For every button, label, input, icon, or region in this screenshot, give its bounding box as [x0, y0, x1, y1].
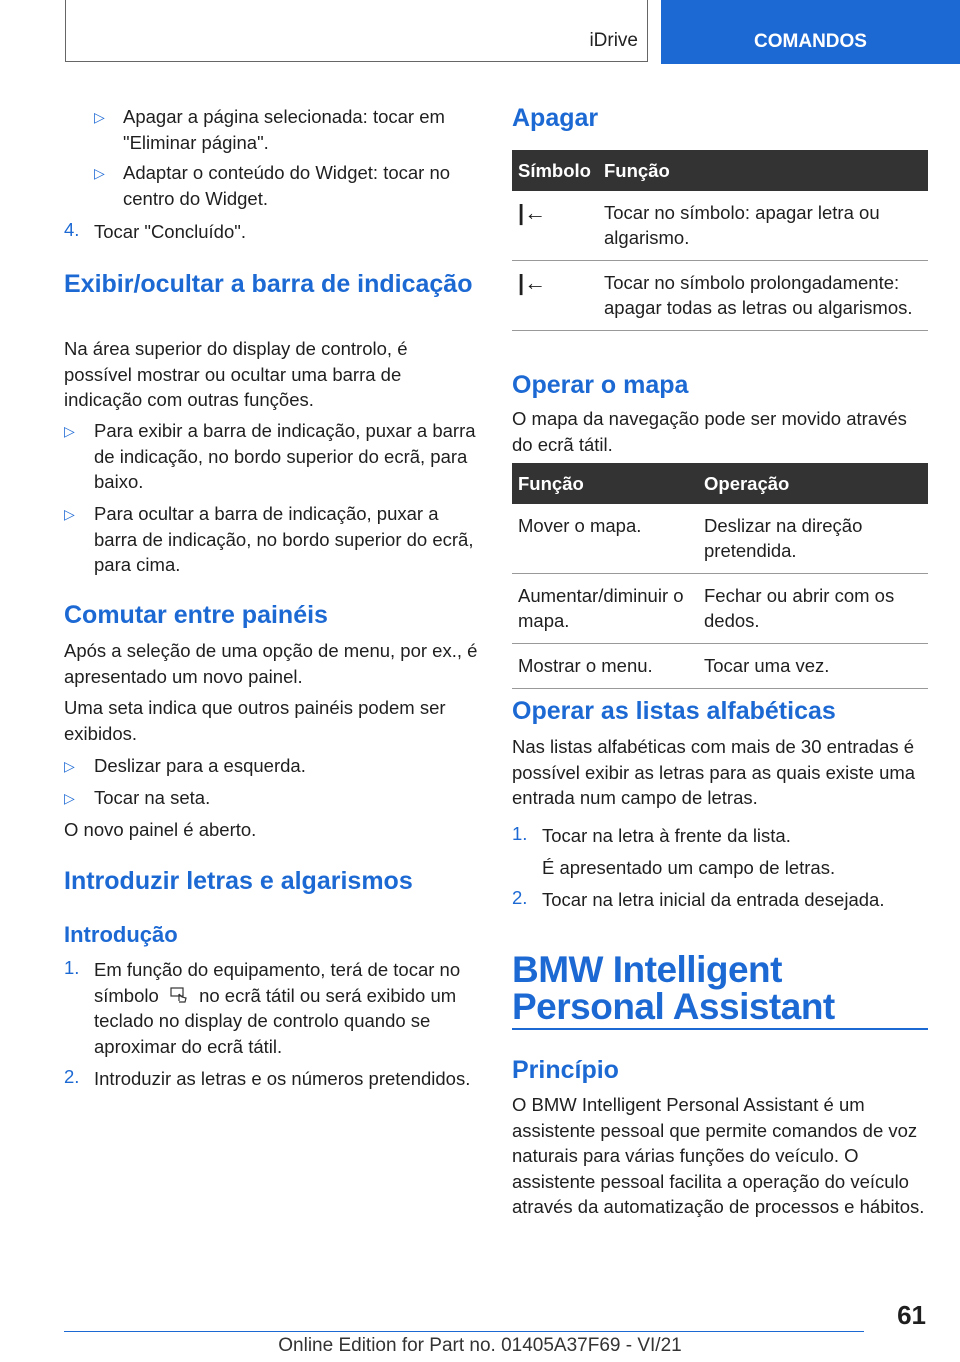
- table-header-cell: Função: [598, 150, 928, 191]
- delete-table: [512, 150, 928, 331]
- paragraph: O BMW Intelligent Personal Assistant é um assistente pessoal que permite comandos de voz naturais para várias funções do veículo. O assistente pessoal facilita a operação do veículo através da automatização de processos e hábitos.: [512, 1094, 925, 1217]
- bullet-text: Para ocultar a barra de indicação, puxar a barra de indicação, no bordo superior do ecrã, para cima.: [94, 503, 474, 575]
- header-frame: [65, 0, 648, 62]
- bullet-triangle-icon: ▷: [64, 506, 75, 522]
- header-chapter-tab[interactable]: COMANDOS: [661, 0, 960, 64]
- step-number: 1.: [512, 823, 528, 844]
- step-text: Introduzir as letras e os números pretendidos.: [94, 1068, 471, 1089]
- table-row: [512, 261, 928, 331]
- bullet-text: Para exibir a barra de indicação, puxar a barra de indicação, no bordo superior do ecrã, para baixo.: [94, 420, 476, 492]
- subheading-introduction: Introdução: [64, 922, 178, 947]
- backspace-icon: |←: [512, 191, 598, 261]
- paragraph: O novo painel é aberto.: [64, 819, 257, 840]
- bullet-triangle-icon: ▷: [94, 165, 105, 181]
- step-text: Tocar "Concluído".: [94, 221, 246, 242]
- section-heading-delete: Apagar: [512, 104, 599, 132]
- step-text-part: Em função do equipamento, terá de tocar no símbolo: [94, 959, 461, 1006]
- bullet-text: Tocar na seta.: [94, 787, 211, 808]
- table-cell: Deslizar na direção pretendida.: [698, 504, 928, 574]
- bullet-text: Apagar a página selecionada: tocar em "Eliminar página".: [123, 106, 445, 153]
- keyboard-touch-icon: [170, 986, 188, 1004]
- table-row: [512, 644, 928, 689]
- header-section-title: iDrive: [589, 30, 638, 51]
- table-row: [512, 191, 928, 261]
- section-heading-map: Operar o mapa: [512, 371, 689, 399]
- bullet-triangle-icon: ▷: [64, 758, 75, 774]
- table-cell: Tocar no símbolo: apagar letra ou algarismo.: [598, 191, 928, 261]
- table-cell: Fechar ou abrir com os dedos.: [698, 574, 928, 644]
- paragraph: Na área superior do display de controlo, é possível mostrar ou ocultar uma barra de indicação com outras funções.: [64, 338, 408, 410]
- table-header-cell: Símbolo: [512, 150, 598, 191]
- table-header-row: [512, 150, 928, 191]
- table-row: [512, 504, 928, 574]
- step-text: Tocar na letra à frente da lista.: [542, 825, 791, 846]
- bullet-triangle-icon: ▷: [64, 423, 75, 439]
- table-cell: Mostrar o menu.: [512, 644, 698, 689]
- table-header-row: [512, 463, 928, 504]
- table-cell: Tocar uma vez.: [698, 644, 928, 689]
- table-cell: Mover o mapa.: [512, 504, 698, 574]
- section-heading-principle: Princípio: [512, 1056, 619, 1084]
- step-text: [94, 957, 482, 1059]
- backspace-icon: |←: [512, 261, 598, 331]
- step-result: É apresentado um campo de letras.: [542, 857, 836, 878]
- bullet-text: Deslizar para a esquerda.: [94, 755, 306, 776]
- table-row: [512, 574, 928, 644]
- table-cell: Tocar no símbolo prolongadamente: apagar todas as letras ou algarismos.: [598, 261, 928, 331]
- step-number: 2.: [64, 1066, 80, 1087]
- table-header-cell: Operação: [698, 463, 928, 504]
- section-heading-letters: Introduzir letras e algarismos: [64, 867, 413, 895]
- bullet-triangle-icon: ▷: [94, 109, 105, 125]
- paragraph: Nas listas alfabéticas com mais de 30 entradas é possível exibir as letras para as quais existe uma entrada num campo de letras.: [512, 736, 916, 808]
- bullet-text: Adaptar o conteúdo do Widget: tocar no centro do Widget.: [123, 162, 451, 209]
- map-table: [512, 463, 928, 689]
- step-number: 2.: [512, 887, 528, 908]
- table-header-cell: Função: [512, 463, 698, 504]
- paragraph: O mapa da navegação pode ser movido através do ecrã tátil.: [512, 408, 907, 455]
- table-cell: Aumentar/diminuir o mapa.: [512, 574, 698, 644]
- page-number: 61: [897, 1300, 926, 1330]
- bullet-triangle-icon: ▷: [64, 790, 75, 806]
- chapter-title: BMW Intelligent Personal Assistant: [512, 949, 835, 1027]
- step-number: 4.: [64, 219, 80, 240]
- footer-edition: Online Edition for Part no. 01405A37F69 - VI/21: [278, 1335, 682, 1356]
- step-text: Tocar na letra inicial da entrada desejada.: [542, 889, 885, 910]
- paragraph: Após a seleção de uma opção de menu, por ex., é apresentado um novo painel.: [64, 640, 478, 687]
- step-number: 1.: [64, 957, 80, 978]
- section-heading-display-bar: Exibir/ocultar a barra de indicação: [64, 270, 473, 298]
- section-heading-switch-panels: Comutar entre painéis: [64, 601, 328, 629]
- section-heading-lists: Operar as listas alfabéticas: [512, 697, 836, 725]
- chapter-rule: [512, 1028, 928, 1030]
- footer-divider: [64, 1331, 864, 1332]
- paragraph: Uma seta indica que outros painéis podem ser exibidos.: [64, 697, 446, 744]
- step-text-part: no ecrã tátil ou será exibido um teclado no display de controlo quando se aproximar do ecrã tátil.: [94, 984, 457, 1057]
